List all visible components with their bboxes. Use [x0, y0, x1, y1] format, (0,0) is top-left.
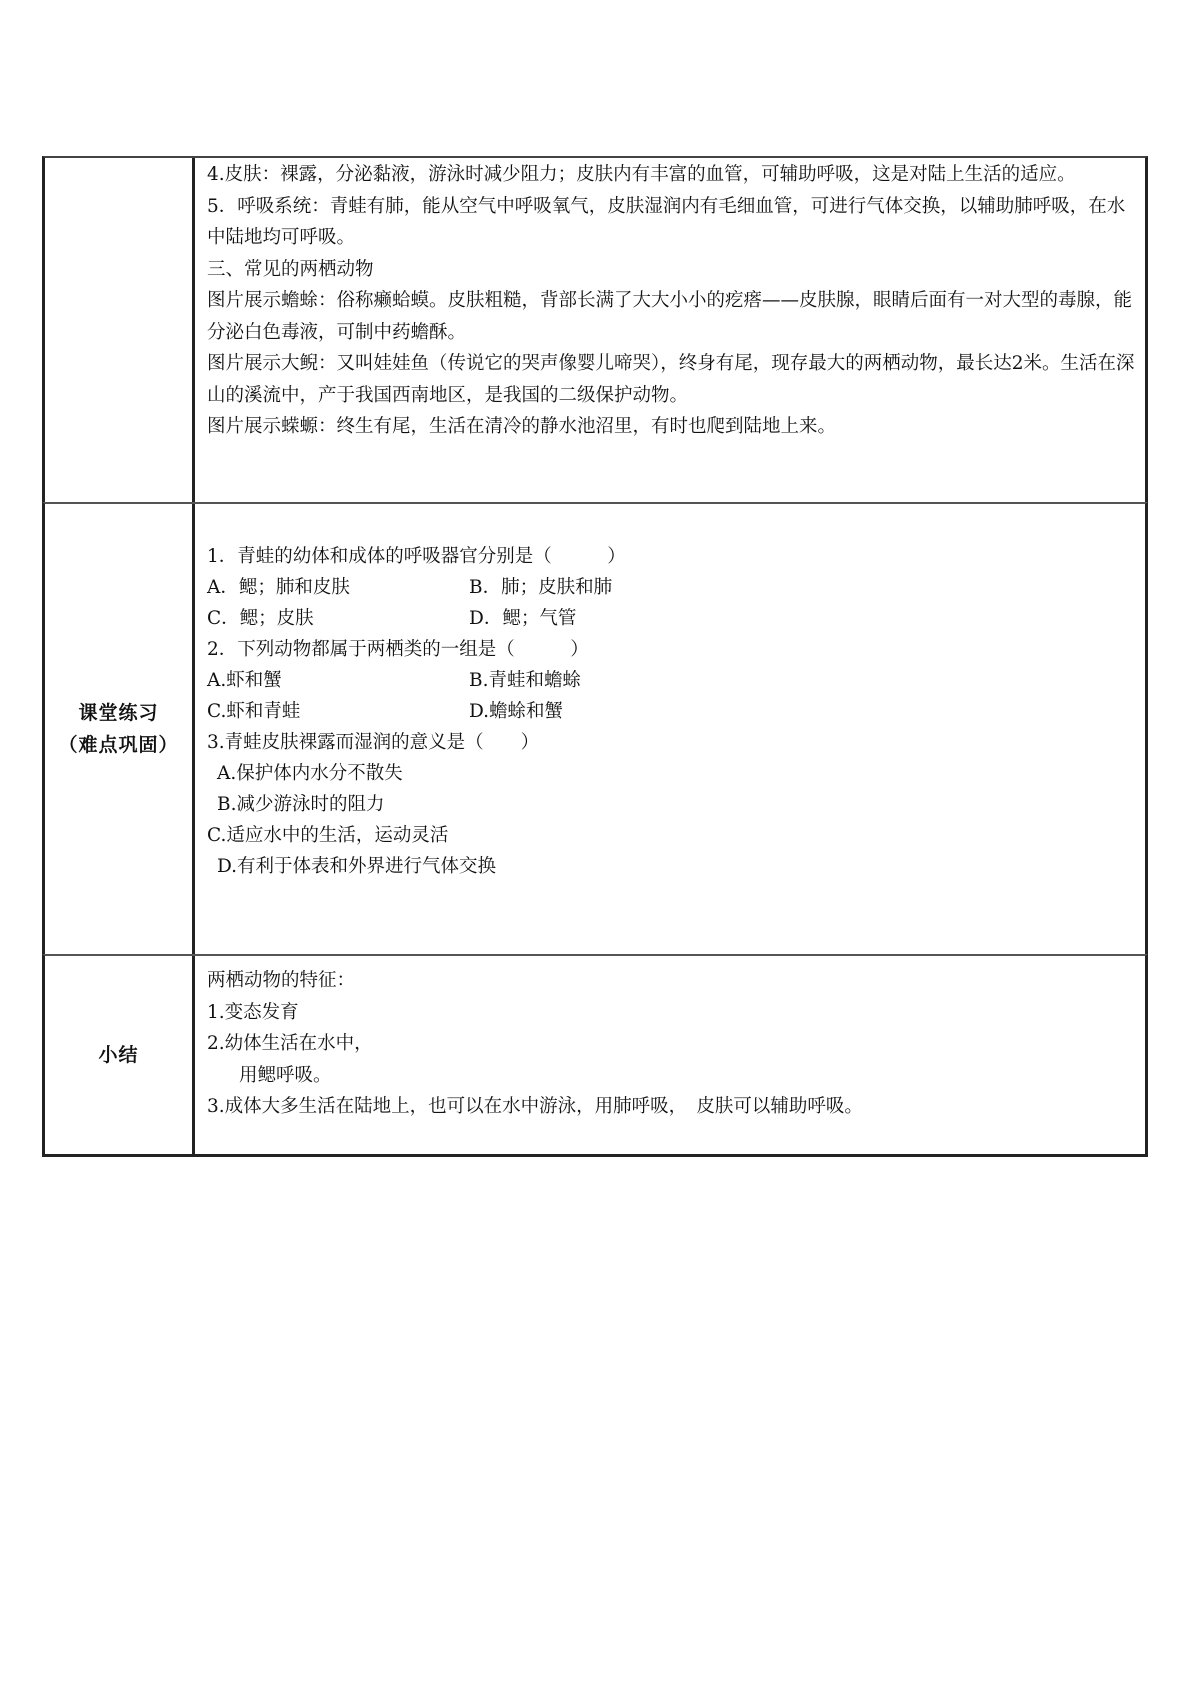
summary-point-2-continued: 用鳃呼吸。 [239, 1064, 332, 1086]
content-row-label-cell [45, 158, 195, 502]
q2-option-c: C.虾和青蛙 [207, 701, 301, 722]
q3-option-b: B.减少游泳时的阻力 [217, 794, 385, 815]
lesson-plan-table [42, 156, 1148, 1157]
practice-body [195, 504, 1145, 882]
summary-heading: 两栖动物的特征： [207, 970, 356, 991]
practice-label-cell [45, 504, 195, 954]
toad-paragraph: 图片展示蟾蜍：俗称癞蛤蟆。皮肤粗糙，背部长满了大大小小的疙瘩——皮肤腺，眼睛后面有一对大型的毒腺，能分泌白色毒液，可制中药蟾酥。 [207, 290, 1133, 343]
q3-option-a: A.保护体内水分不散失 [217, 763, 403, 784]
newt-paragraph: 图片展示蝾螈：终生有尾，生活在清冷的静水池沼里，有时也爬到陆地上来。 [207, 416, 837, 437]
practice-label: 课堂练习 （难点巩固） [58, 702, 179, 756]
question-2-options-row-2 [207, 696, 1137, 727]
question-1-options-row-1 [207, 572, 1137, 603]
q1-option-d: D．鳃；气管 [469, 608, 577, 629]
summary-body [195, 956, 1145, 1123]
content-row [42, 156, 1148, 502]
section-heading-common-amphibians: 三、常见的两栖动物 [207, 258, 374, 280]
question-2-options-row-1 [207, 665, 1137, 696]
question-3-stem: 3.青蛙皮肤裸露而湿润的意义是（ ） [207, 732, 540, 753]
summary-point-2: 2.幼体生活在水中， [207, 1033, 373, 1054]
content-row-body [195, 158, 1145, 443]
skin-paragraph: 4.皮肤：裸露，分泌黏液，游泳时减少阻力；皮肤内有丰富的血管，可辅助呼吸，这是对陆上生活的适应。 [207, 164, 1076, 185]
summary-row [42, 954, 1148, 1157]
q2-option-a: A.虾和蟹 [207, 670, 282, 691]
q3-option-c: C.适应水中的生活，运动灵活 [207, 825, 449, 846]
q2-option-b: B.青蛙和蟾蜍 [469, 670, 581, 691]
respiratory-paragraph: 5．呼吸系统：青蛙有肺，能从空气中呼吸氧气，皮肤湿润内有毛细血管，可进行气体交换，以辅助肺呼吸，在水中陆地均可呼吸。 [207, 195, 1126, 248]
summary-point-3: 3.成体大多生活在陆地上，也可以在水中游泳，用肺呼吸， 皮肤可以辅助呼吸。 [207, 1096, 863, 1117]
question-1-options-row-2 [207, 603, 1137, 634]
question-2-stem: 2．下列动物都属于两栖类的一组是（ ） [207, 639, 589, 660]
q2-option-d: D.蟾蜍和蟹 [469, 701, 564, 722]
summary-point-1: 1.变态发育 [207, 1001, 299, 1023]
summary-label: 小结 [98, 1044, 139, 1066]
question-1-stem: 1．青蛙的幼体和成体的呼吸器官分别是（ ） [207, 546, 626, 567]
summary-label-cell [45, 956, 195, 1154]
q3-option-d: D.有利于体表和外界进行气体交换 [217, 856, 497, 877]
q1-option-c: C．鳃；皮肤 [207, 608, 314, 629]
q1-option-a: A．鳃；肺和皮肤 [207, 577, 350, 598]
q1-option-b: B．肺；皮肤和肺 [469, 577, 613, 598]
practice-row [42, 502, 1148, 954]
giant-salamander-paragraph: 图片展示大鲵：又叫娃娃鱼（传说它的哭声像婴儿啼哭），终身有尾，现存最大的两栖动物，最长达2米。生活在深山的溪流中，产于我国西南地区，是我国的二级保护动物。 [207, 353, 1135, 406]
